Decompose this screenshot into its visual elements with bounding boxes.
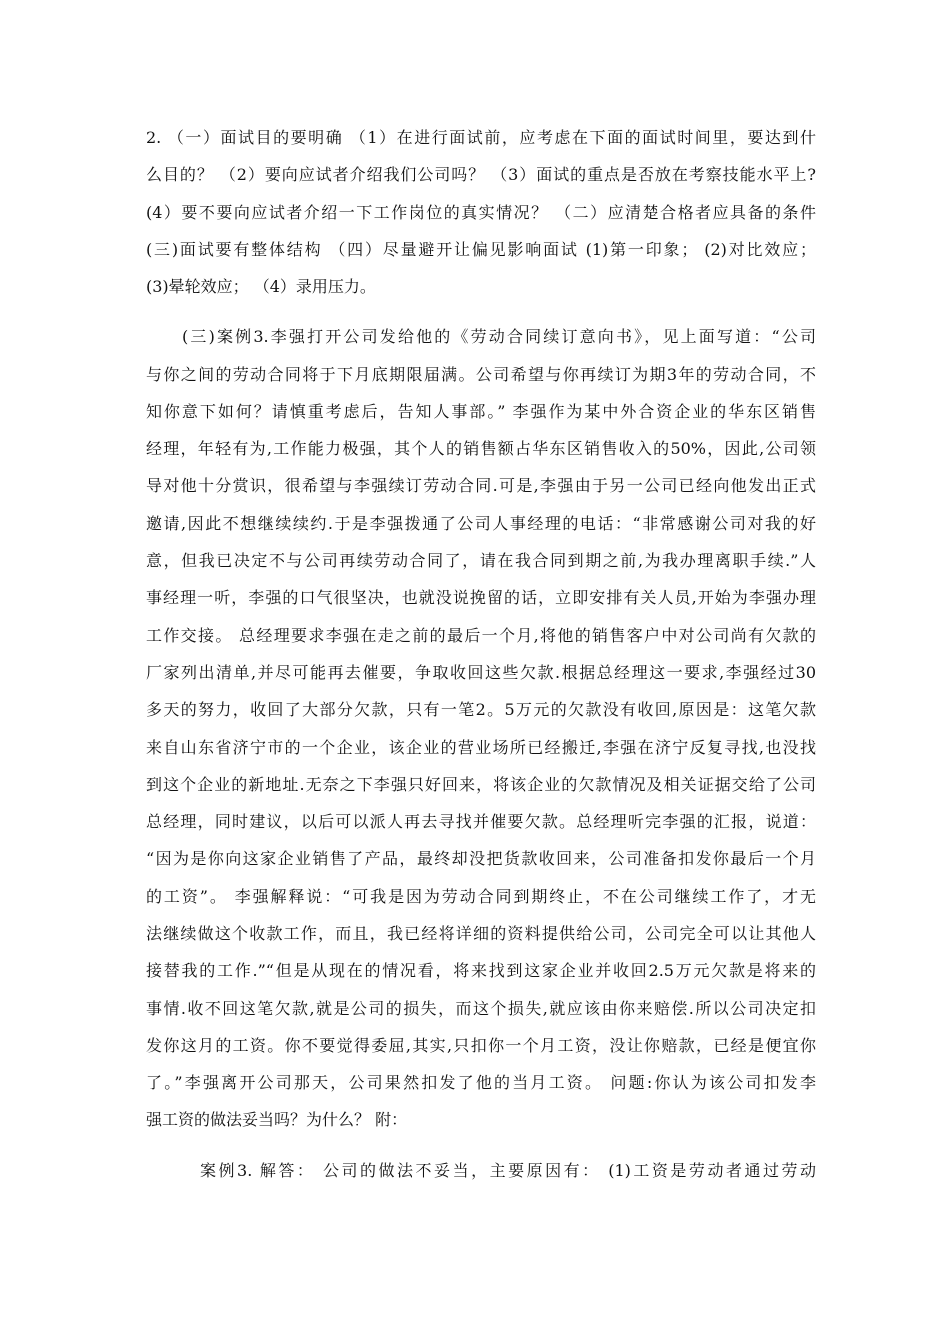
paragraph-2-line-18: 接替我的工作.”“但是从现在的情况看，将来找到这家企业并收回2.5万元欠款是将来的 [146, 961, 816, 980]
paragraph-2-line-11: 多天的努力，收回了大部分欠款，只有一笔2。5万元的欠款没有收回,原因是：这笔欠款 [146, 700, 816, 719]
paragraph-3-line-1: 案例3. 解答： 公司的做法不妥当，主要原因有： (1)工资是劳动者通过劳动 [200, 1161, 816, 1180]
paragraph-1-line-1: 2. （一）面试目的要明确 （1）在进行面试前，应考虑在下面的面试时间里，要达到什 [146, 128, 816, 147]
paragraph-1-line-5: (3)晕轮效应； （4）录用压力。 [146, 277, 376, 296]
paragraph-2-line-4: 经理，年轻有为,工作能力极强，其个人的销售额占华东区销售收入的50%，因此,公司领 [146, 439, 816, 458]
paragraph-2-line-6: 邀请,因此不想继续续约.于是李强拨通了公司人事经理的电话：“非常感谢公司对我的好 [146, 514, 816, 533]
paragraph-2-line-22: 强工资的做法妥当吗？为什么？ 附： [146, 1110, 408, 1129]
paragraph-2-line-16: 的工资”。 李强解释说：“可我是因为劳动合同到期终止，不在公司继续工作了，才无 [146, 887, 816, 906]
paragraph-2-line-2: 与你之间的劳动合同将于下月底期限届满。公司希望与你再续订为期3年的劳动合同，不 [146, 365, 816, 384]
paragraph-2-line-12: 来自山东省济宁市的一个企业，该企业的营业场所已经搬迁,李强在济宁反复寻找,也没找 [146, 738, 816, 757]
paragraph-2-line-19: 事情.收不回这笔欠款,就是公司的损失，而这个损失,就应该由你来赔偿.所以公司决定扣 [146, 999, 816, 1018]
paragraph-1-line-4: (三)面试要有整体结构 （四）尽量避开让偏见影响面试 (1)第一印象； (2)对比效应； [146, 240, 816, 259]
paragraph-2-line-13: 到这个企业的新地址.无奈之下李强只好回来，将该企业的欠款情况及相关证据交给了公司 [146, 775, 816, 794]
paragraph-1-line-3: (4）要不要向应试者介绍一下工作岗位的真实情况？ （二）应清楚合格者应具备的条件 [146, 203, 816, 222]
paragraph-2-line-20: 发你这月的工资。你不要觉得委屈,其实,只扣你一个月工资，没让你赔款，已经是便宜你 [146, 1036, 816, 1055]
paragraph-2-line-5: 导对他十分赏识，很希望与李强续订劳动合同.可是,李强由于另一公司已经向他发出正式 [146, 476, 816, 495]
paragraph-2-line-8: 事经理一听，李强的口气很坚决，也就没说挽留的话，立即安排有关人员,开始为李强办理 [146, 588, 816, 607]
paragraph-2-line-10: 厂家列出清单,并尽可能再去催要，争取收回这些欠款.根据总经理这一要求,李强经过30 [146, 663, 816, 682]
paragraph-2-line-14: 总经理，同时建议，以后可以派人再去寻找并催要欠款。总经理听完李强的汇报，说道： [146, 812, 816, 831]
paragraph-2-line-17: 法继续做这个收款工作，而且，我已经将详细的资料提供给公司，公司完全可以让其他人 [146, 924, 816, 943]
paragraph-2-line-1: (三)案例3.李强打开公司发给他的《劳动合同续订意向书》，见上面写道：“公司 [182, 327, 816, 346]
paragraph-2-line-15: “因为是你向这家企业销售了产品，最终却没把货款收回来，公司准备扣发你最后一个月 [146, 849, 816, 868]
paragraph-1-line-2: 么目的？ （2）要向应试者介绍我们公司吗？ （3）面试的重点是否放在考察技能水平上? [146, 165, 816, 184]
paragraph-2-line-3: 知你意下如何？请慎重考虑后，告知人事部。” 李强作为某中外合资企业的华东区销售 [146, 402, 816, 421]
paragraph-2-line-7: 意，但我已决定不与公司再续劳动合同了，请在我合同到期之前,为我办理离职手续.”人 [146, 551, 816, 570]
paragraph-2-line-21: 了。”李强离开公司那天，公司果然扣发了他的当月工资。 问题:你认为该公司扣发李 [146, 1073, 816, 1092]
paragraph-2-line-9: 工作交接。 总经理要求李强在走之前的最后一个月,将他的销售客户中对公司尚有欠款的 [146, 626, 816, 645]
